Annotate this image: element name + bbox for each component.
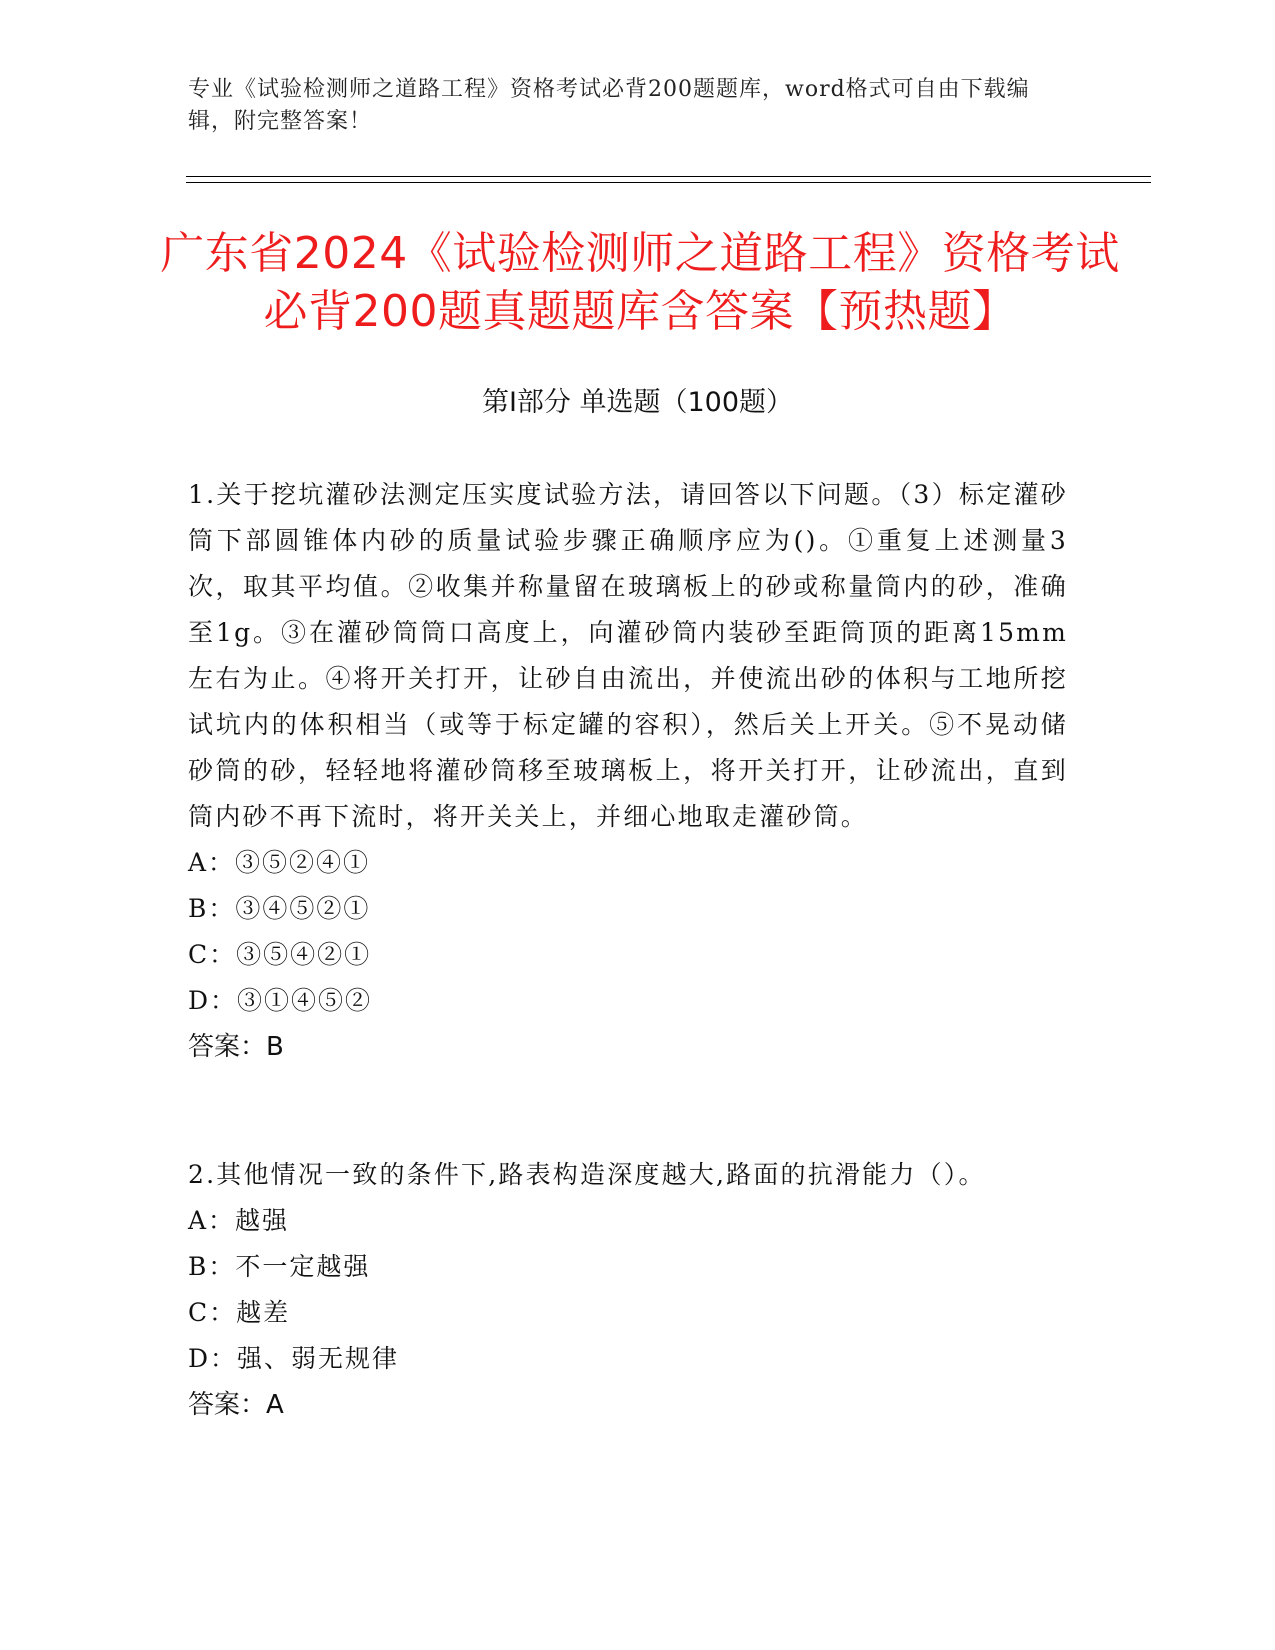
option-a: A：越强 <box>188 1206 290 1235</box>
question-stem: 2.其他情况一致的条件下,路表构造深度越大,路面的抗滑能力（）。 <box>188 1160 986 1189</box>
option-c: C：越差 <box>188 1298 291 1327</box>
question-1 <box>188 472 1068 1070</box>
option-d: D：强、弱无规律 <box>188 1344 400 1373</box>
option-c: C：③⑤④②① <box>188 940 372 969</box>
answer: 答案：B <box>188 1032 284 1062</box>
option-b: B：不一定越强 <box>188 1252 371 1281</box>
document-title: 广东省2024《试验检测师之道路工程》资格考试必背200题真题题库含答案【预热题】 <box>160 228 1120 337</box>
answer: 答案：A <box>188 1390 284 1420</box>
header-rule-top <box>186 176 1151 177</box>
option-a: A：③⑤②④① <box>188 848 371 877</box>
question-stem: 1.关于挖坑灌砂法测定压实度试验方法，请回答以下问题。（3）标定灌砂筒下部圆锥体内砂的质量试验步骤正确顺序应为()。①重复上述测量3次，取其平均值。②收集并称量留在玻璃板上的砂或称量筒内的砂，准确至1g。③在灌砂筒筒口高度上，向灌砂筒内装砂至距筒顶的距离15mm左右为止。④将开关打开，让砂自由流出，并使流出砂的体积与工地所挖试坑内的体积相当（或等于标定罐的容积），然后关上开关。⑤不晃动储砂筒的砂，轻轻地将灌砂筒移至玻璃板上，将开关打开，让砂流出，直到筒内砂不再下流时，将开关关上，并细心地取走灌砂筒。 <box>188 480 1068 831</box>
question-2 <box>188 1152 1068 1428</box>
header-rule-bottom <box>186 182 1151 183</box>
option-d: D：③①④⑤② <box>188 986 373 1015</box>
header-note: 专业《试验检测师之道路工程》资格考试必背200题题库，word格式可自由下载编辑，附完整答案！ <box>188 77 1030 134</box>
option-b: B：③④⑤②① <box>188 894 371 923</box>
section-title: 第Ⅰ部分 单选题（100题） <box>481 387 794 418</box>
